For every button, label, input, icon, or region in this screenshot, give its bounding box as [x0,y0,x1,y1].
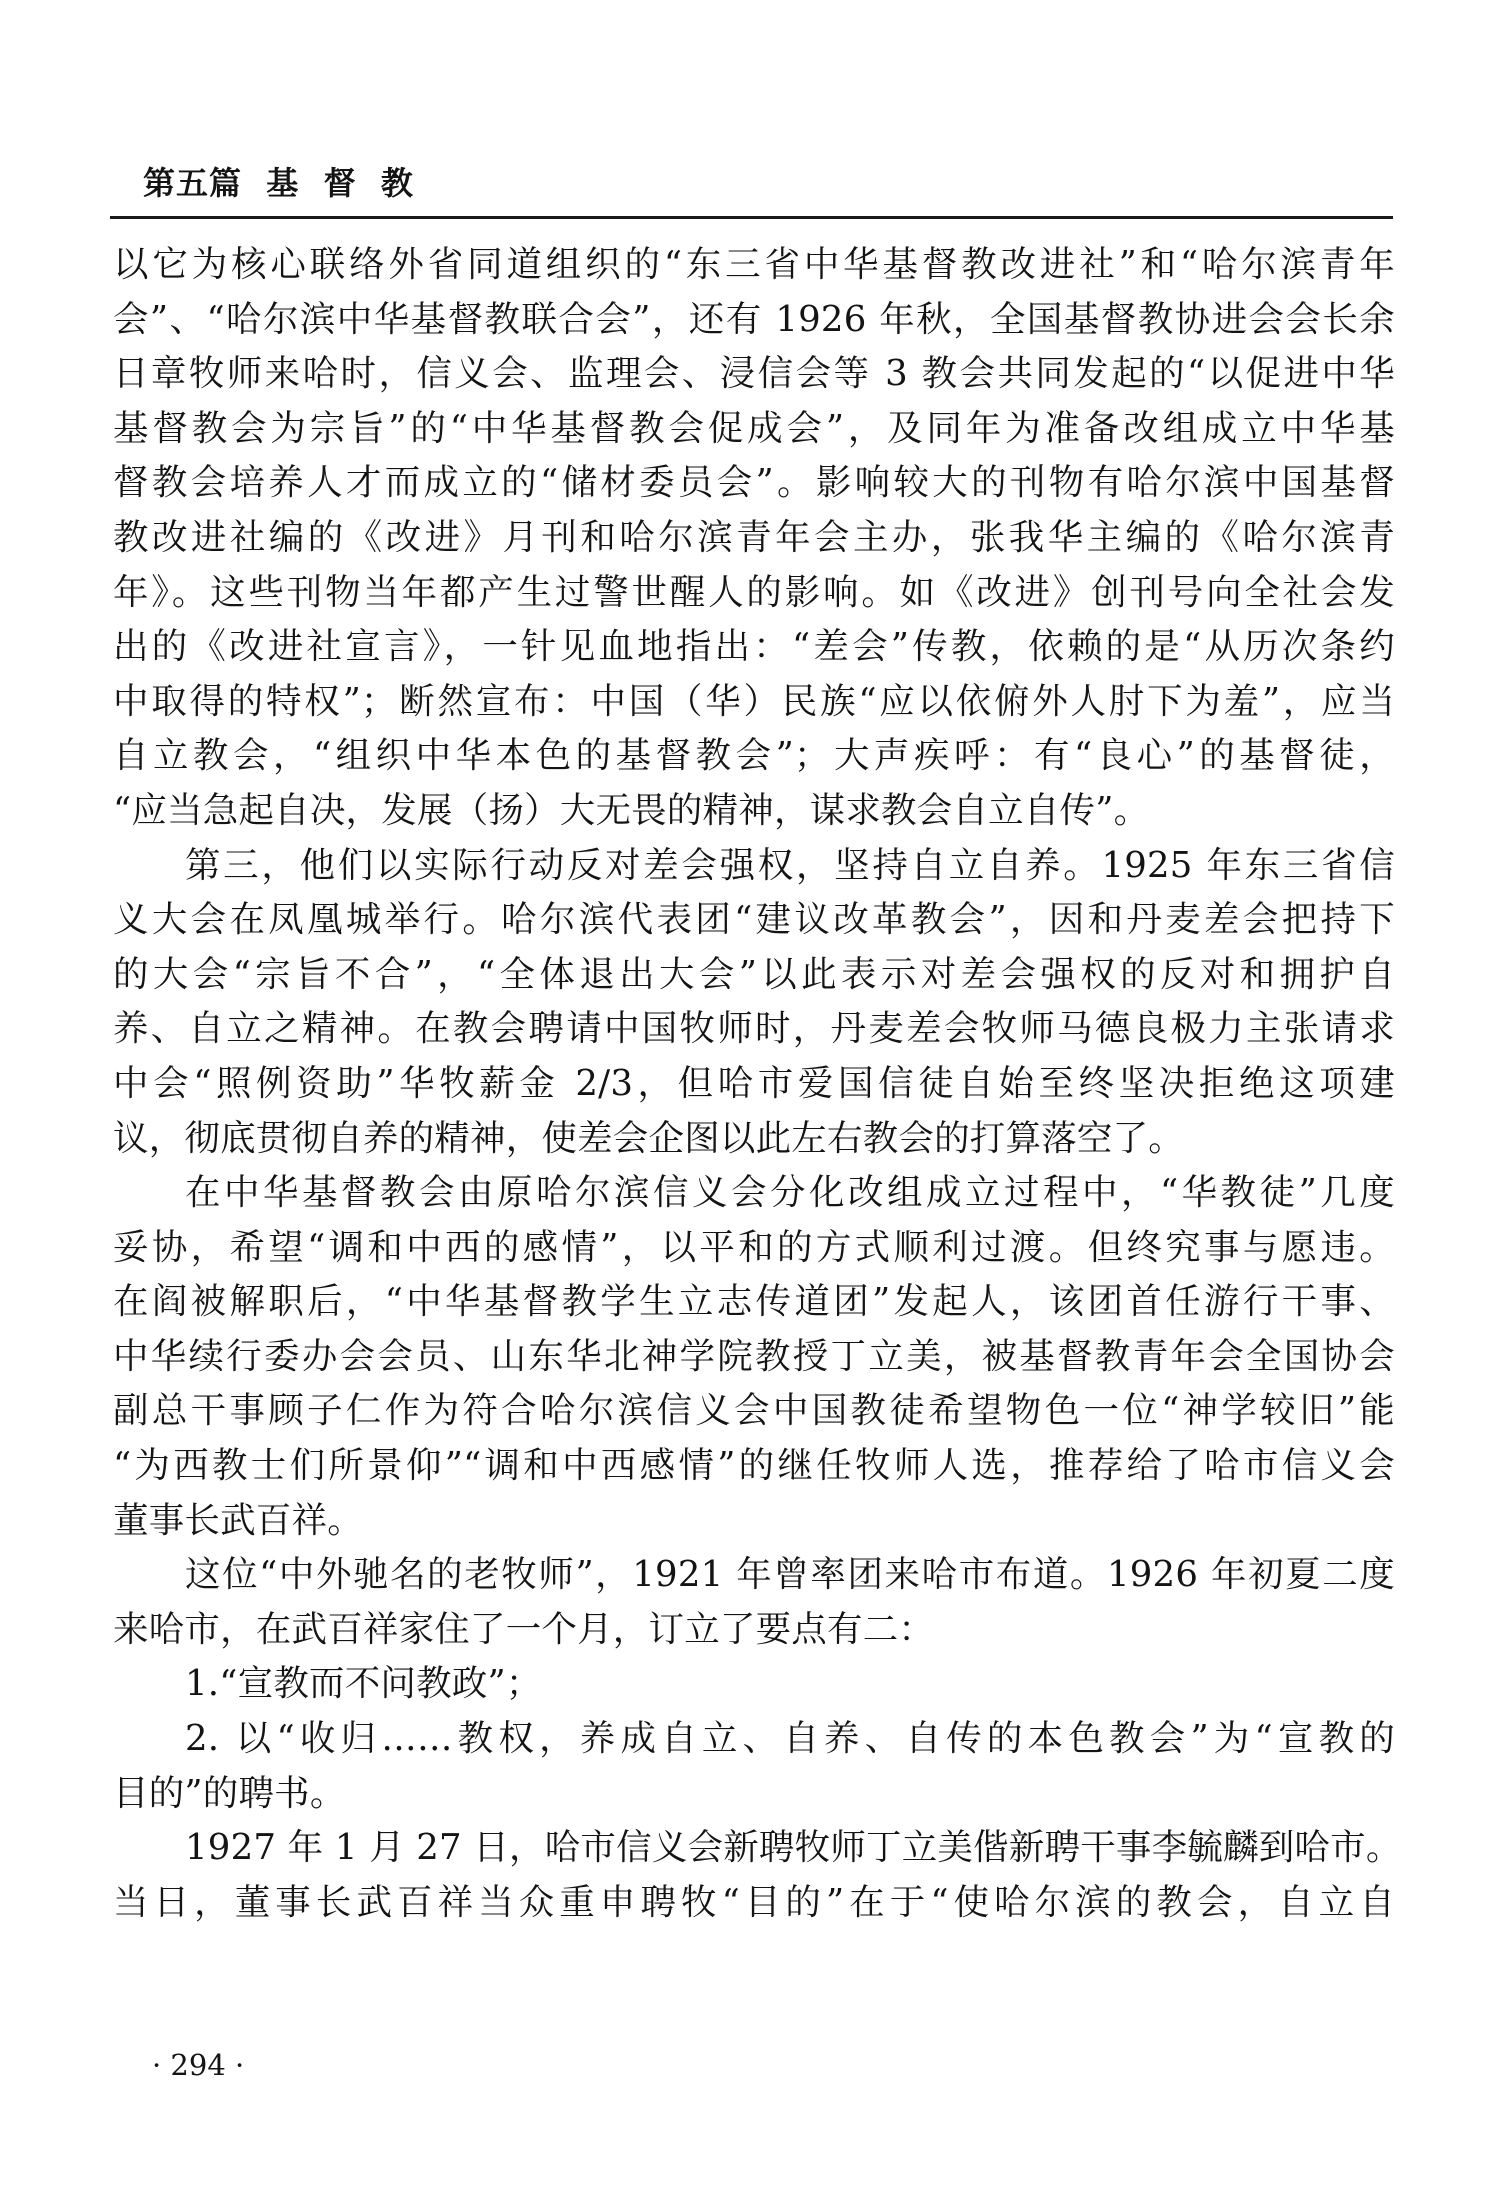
text-line: 自立教会，“组织中华本色的基督教会”；大声疾呼：有“良心”的基督徒， [113,735,1395,777]
text-line: 议，彻底贯彻自养的精神，使差会企图以此左右教会的打算落空了。 [113,1117,1185,1159]
text-line: 养、自立之精神。在教会聘请中国牧师时，丹麦差会牧师马德良极力主张请求 [113,1008,1395,1050]
text-line: 妥协，希望“调和中西的感情”，以平和的方式顺利过渡。但终究事与愿违。 [113,1226,1395,1268]
text-line: 1.“宣教而不问教政”； [185,1663,542,1705]
text-line: 1927 年 1 月 27 日，哈市信义会新聘牧师丁立美偕新聘干事李毓麟到哈市。 [185,1827,1402,1869]
text-line: 年》。这些刊物当年都产生过警世醒人的影响。如《改进》创刊号向全社会发 [113,571,1395,613]
text-line: 督教会培养人才而成立的“储材委员会”。影响较大的刊物有哈尔滨中国基督 [113,462,1395,504]
text-line: 这位“中外驰名的老牧师”，1921 年曾率团来哈市布道。1926 年初夏二度 [185,1554,1395,1596]
text-line: 基督教会为宗旨”的“中华基督教会促成会”，及同年为准备改组成立中华基 [113,407,1395,449]
text-line: 以它为核心联络外省同道组织的“东三省中华基督教改进社”和“哈尔滨青年 [113,244,1395,285]
text-line: 2. 以“收归……教权，养成自立、自养、自传的本色教会”为“宣教的 [185,1718,1395,1760]
text-line: 教改进社编的《改进》月刊和哈尔滨青年会主办，张我华主编的《哈尔滨青 [113,516,1395,558]
text-line: 中华续行委办会会员、山东华北神学院教授丁立美，被基督教青年会全国协会 [113,1335,1395,1377]
text-line: 日章牧师来哈时，信义会、监理会、浸信会等 3 教会共同发起的“以促进中华 [113,353,1395,395]
text-line: 来哈市，在武百祥家住了一个月，订立了要点有二： [113,1608,935,1650]
text-line: 会”、“哈尔滨中华基督教联合会”，还有 1926 年秋，全国基督教协进会会长余 [113,298,1395,340]
text-line: 在中华基督教会由原哈尔滨信义会分化改组成立过程中，“华教徒”几度 [185,1172,1395,1214]
running-header: 第五篇 基 督 教 [143,164,414,202]
text-line: “为西教士们所景仰”“调和中西感情”的继任牧师人选，推荐给了哈市信义会 [113,1445,1395,1487]
text-line: 中会“照例资助”华牧薪金 2/3，但哈市爱国信徒自始至终坚决拒绝这项建 [113,1062,1395,1104]
text-line: 义大会在凤凰城举行。哈尔滨代表团“建议改革教会”，因和丹麦差会把持下 [113,899,1395,941]
header-rule [110,216,1393,219]
text-line: 中取得的特权”；断然宣布：中国（华）民族“应以依俯外人肘下为羞”，应当 [113,680,1395,722]
body-text [113,238,1402,1930]
text-line: 副总干事顾子仁作为符合哈尔滨信义会中国教徒希望物色一位“神学较旧”能 [113,1390,1395,1432]
text-line: 目的”的聘书。 [113,1772,346,1814]
text-line: 在阎被解职后，“中华基督教学生立志传道团”发起人，该团首任游行干事、 [113,1281,1395,1323]
text-line: 的大会“宗旨不合”，“全体退出大会”以此表示对差会强权的反对和拥护自 [113,953,1395,995]
text-line: “应当急起自决，发展（扬）大无畏的精神，谋求教会自立自传”。 [113,789,1150,831]
text-line: 出的《改进社宣言》，一针见血地指出：“差会”传教，依赖的是“从历次条约 [113,626,1395,668]
text-line: 董事长武百祥。 [113,1499,363,1541]
page-number: · 294 · [152,2048,245,2082]
text-line: 第三，他们以实际行动反对差会强权，坚持自立自养。1925 年东三省信 [185,844,1395,886]
text-line: 当日，董事长武百祥当众重申聘牧“目的”在于“使哈尔滨的教会，自立自 [113,1881,1395,1923]
